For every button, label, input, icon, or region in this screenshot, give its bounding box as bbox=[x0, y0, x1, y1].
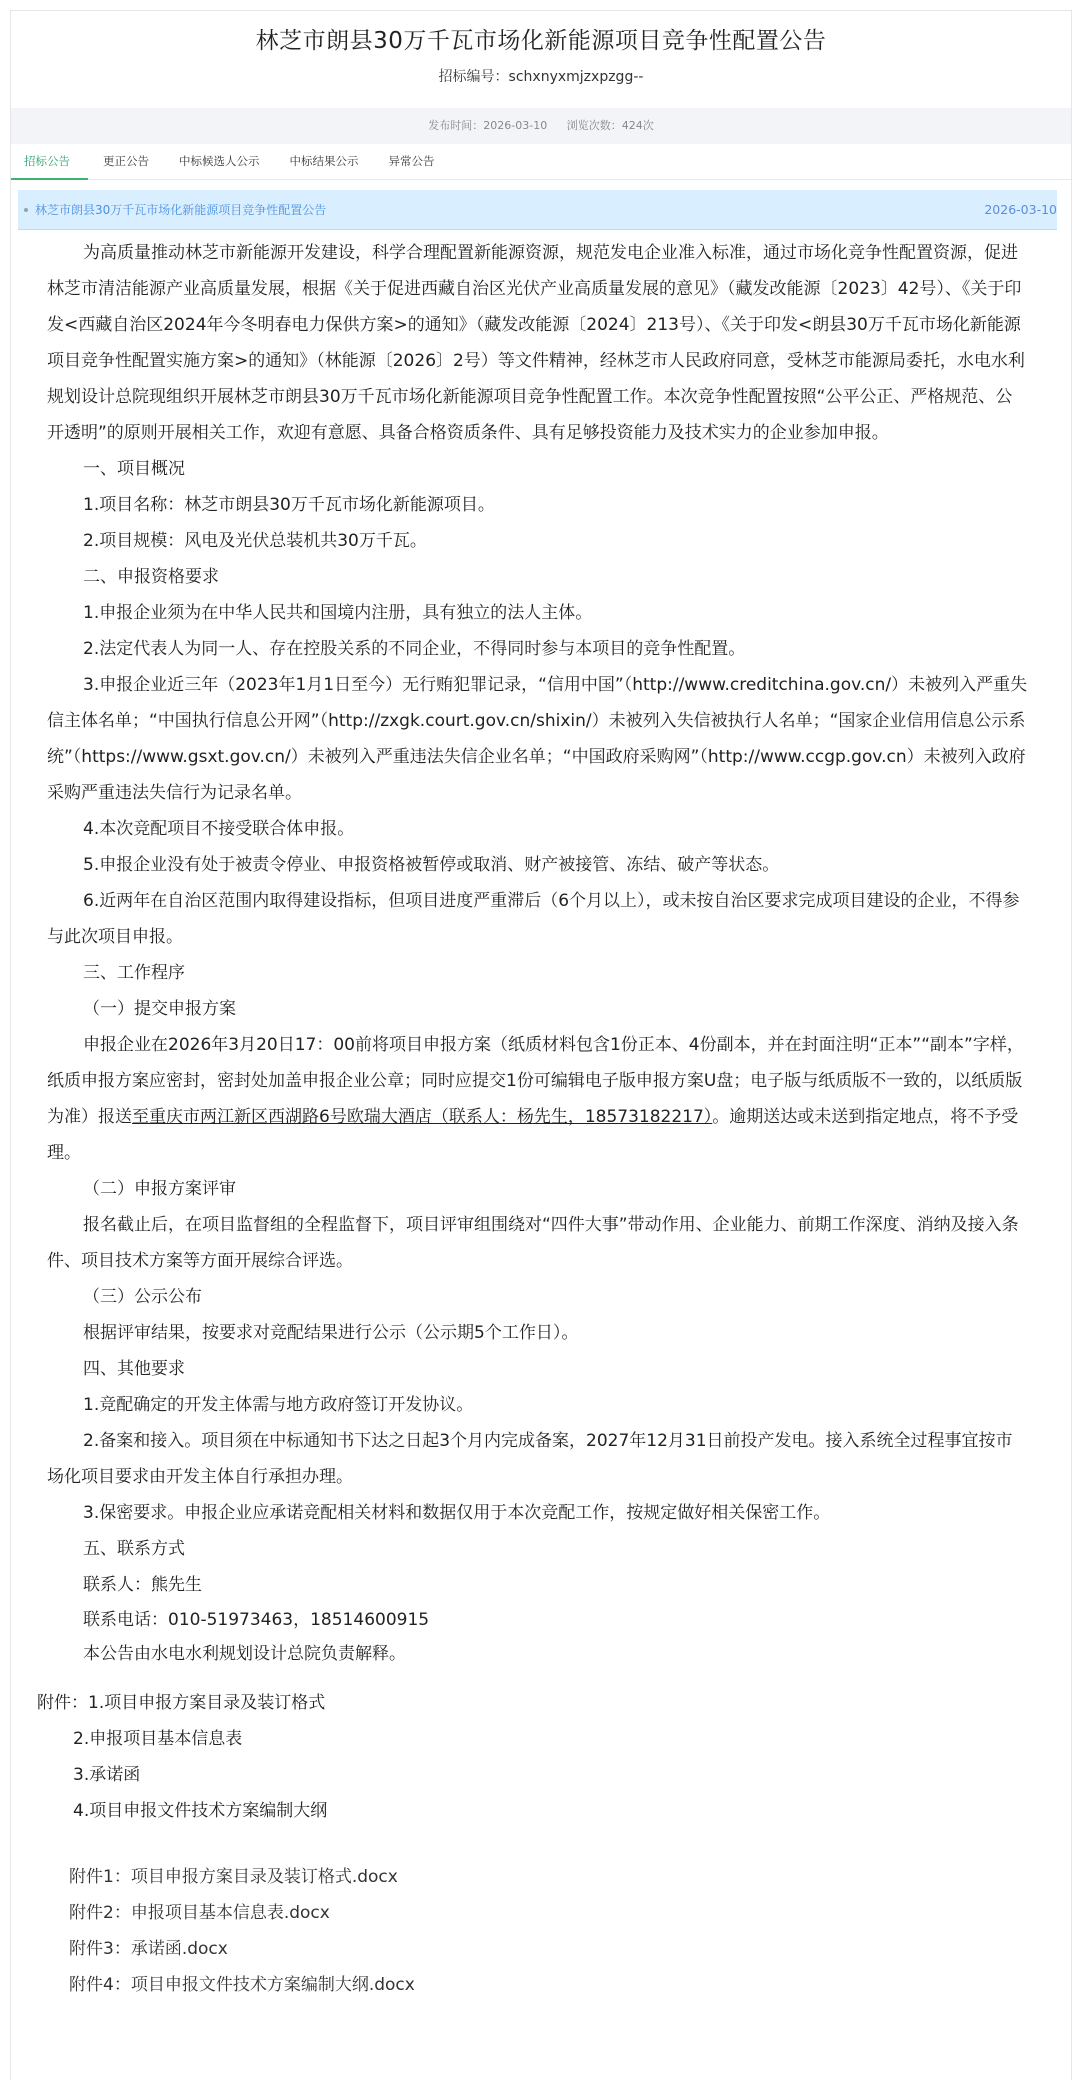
attachment-item: 3.承诺函 bbox=[73, 1765, 141, 1785]
view-count: 浏览次数：424次 bbox=[566, 119, 654, 132]
attachment-list bbox=[11, 1685, 1071, 1829]
announcement-header bbox=[11, 11, 1071, 108]
paragraph: 1.项目名称：林芝市朗县30万千瓦市场化新能源项目。 bbox=[83, 495, 495, 515]
attachment-file-link-4[interactable]: 附件4：项目申报文件技术方案编制大纲.docx bbox=[69, 1975, 415, 1995]
notice-title-link[interactable]: 林芝市朗县30万千瓦市场化新能源项目竞争性配置公告 bbox=[35, 203, 327, 217]
paragraph: 5.申报企业没有处于被责令停业、申报资格被暂停或取消、财产被接管、冻结、破产等状态。 bbox=[83, 855, 780, 875]
paragraph: 2.项目规模：风电及光伏总装机共30万千瓦。 bbox=[83, 531, 427, 551]
paragraph: 3.申报企业近三年（2023年1月1日至今）无行贿犯罪记录，“信用中国”（http://www.creditchina.gov.cn/）未被列入严重失信主体名单；“中国执行信息公开网”（http://zxgk.court.gov.cn/shixin/）未被列入失信被执行人名单；“国家企业信用信息公示系统”（https://www.gsxt.gov.cn/）未被列入严重违法失信企业名单；“中国政府采购网”（http://www.ccgp.gov.cn）未被列入政府采购严重违法失信行为记录名单。 bbox=[47, 675, 1028, 803]
attachment-file-link-1[interactable]: 附件1：项目申报方案目录及装订格式.docx bbox=[69, 1867, 398, 1887]
attachment-files bbox=[11, 1859, 1071, 2003]
page-title: 林芝市朗县30万千瓦市场化新能源项目竞争性配置公告 bbox=[255, 28, 827, 54]
tab-result-publicity[interactable]: 中标结果公示 bbox=[289, 154, 359, 168]
attachment-item: 附件：1.项目申报方案目录及装订格式 bbox=[37, 1693, 326, 1713]
subsection-heading: （三）公示公布 bbox=[83, 1287, 202, 1307]
attachment-item: 4.项目申报文件技术方案编制大纲 bbox=[73, 1801, 328, 1821]
section-heading: 二、申报资格要求 bbox=[83, 567, 219, 587]
tab-abnormal-announcement[interactable]: 异常公告 bbox=[388, 154, 435, 168]
bid-number: 招标编号：schxnyxmjzxpzgg-- bbox=[438, 69, 644, 85]
paragraph: 根据评审结果，按要求对竞配结果进行公示（公示期5个工作日）。 bbox=[83, 1323, 579, 1343]
intro-paragraph: 为高质量推动林芝市新能源开发建设，科学合理配置新能源资源，规范发电企业准入标准，通过市场化竞争性配置资源，促进林芝市清洁能源产业高质量发展，根据《关于促进西藏自治区光伏产业高质量发展的意见》（藏发改能源〔2023〕42号）、《关于印发<西藏自治区2024年今冬明春电力保供方案>的通知》（藏发改能源〔2024〕213号）、《关于印发<朗县30万千瓦市场化新能源项目竞争性配置实施方案>的通知》（林能源〔2026〕2号）等文件精神，经林芝市人民政府同意，受林芝市能源局委托，水电水利规划设计总院现组织开展林芝市朗县30万千瓦市场化新能源项目竞争性配置工作。本次竞争性配置按照“公平公正、严格规范、公开透明”的原则开展相关工作，欢迎有意愿、具备合格资质条件、具有足够投资能力及技术实力的企业参加申报。 bbox=[47, 243, 1025, 443]
paragraph: 6.近两年在自治区范围内取得建设指标，但项目进度严重滞后（6个月以上），或未按自治区要求完成项目建设的企业，不得参与此次项目申报。 bbox=[47, 891, 1020, 947]
paragraph: 2.备案和接入。项目须在中标通知书下达之日起3个月内完成备案，2027年12月31日前投产发电。接入系统全过程事宜按市场化项目要求由开发主体自行承担办理。 bbox=[47, 1431, 1013, 1487]
meta-bar bbox=[11, 108, 1071, 144]
announcement-body bbox=[11, 230, 1071, 1671]
paragraph: 1.竞配确定的开发主体需与地方政府签订开发协议。 bbox=[83, 1395, 474, 1415]
publish-time: 发布时间：2026-03-10 bbox=[428, 119, 548, 132]
paragraph: 3.保密要求。申报企业应承诺竞配相关材料和数据仅用于本次竞配工作，按规定做好相关保密工作。 bbox=[83, 1503, 831, 1523]
tab-candidate-publicity[interactable]: 中标候选人公示 bbox=[179, 154, 260, 168]
text-segment: 申报企业在2026年3月20日17：00前将项目申报方案（纸质材料包含1份正本、4份副本，并在封面注明“正本”“副本”字样，纸质申报方案应密封，密封处加盖申报企业公章；同时应提交1份可编辑电子版申报方案U盘；电子版与纸质版不一致的，以纸质版为准）报送 bbox=[47, 1035, 1024, 1127]
notice-date: 2026-03-10 bbox=[984, 202, 1057, 217]
contact-person: 联系人：熊先生 bbox=[83, 1575, 202, 1595]
announcement-tabs bbox=[11, 144, 1071, 180]
submission-address: 至重庆市两江新区西湖路6号欧瑞大酒店（联系人：杨先生，18573182217） bbox=[132, 1107, 713, 1127]
announcement-page bbox=[10, 10, 1072, 2080]
paragraph: 2.法定代表人为同一人、存在控股关系的不同企业，不得同时参与本项目的竞争性配置。 bbox=[83, 639, 746, 659]
attachment-item: 2.申报项目基本信息表 bbox=[73, 1729, 243, 1749]
paragraph: 4.本次竞配项目不接受联合体申报。 bbox=[83, 819, 355, 839]
subsection-heading: （二）申报方案评审 bbox=[83, 1179, 236, 1199]
section-heading: 五、联系方式 bbox=[83, 1539, 185, 1559]
section-heading: 四、其他要求 bbox=[83, 1359, 185, 1379]
bullet-icon bbox=[24, 208, 28, 212]
text-segment: 。逾期送达或未送到指定地点，将不予受理。 bbox=[47, 1107, 1019, 1163]
paragraph: 1.申报企业须为在中华人民共和国境内注册，具有独立的法人主体。 bbox=[83, 603, 593, 623]
notice-list-item[interactable] bbox=[18, 190, 1057, 230]
contact-phone: 联系电话：010-51973463，18514600915 bbox=[83, 1610, 430, 1630]
subsection-heading: （一）提交申报方案 bbox=[83, 999, 236, 1019]
paragraph bbox=[47, 1027, 1029, 1171]
attachment-file-link-2[interactable]: 附件2：申报项目基本信息表.docx bbox=[69, 1903, 330, 1923]
paragraph: 报名截止后，在项目监督组的全程监督下，项目评审组围绕对“四件大事”带动作用、企业能力、前期工作深度、消纳及接入条件、项目技术方案等方面开展综合评选。 bbox=[47, 1215, 1019, 1271]
attachment-file-link-3[interactable]: 附件3：承诺函.docx bbox=[69, 1939, 228, 1959]
explanation-note: 本公告由水电水利规划设计总院负责解释。 bbox=[83, 1644, 406, 1664]
tab-correction-announcement[interactable]: 更正公告 bbox=[103, 154, 149, 168]
section-heading: 三、工作程序 bbox=[83, 963, 185, 983]
tab-bid-announcement[interactable]: 招标公告 bbox=[11, 144, 88, 179]
section-heading: 一、项目概况 bbox=[83, 459, 185, 479]
